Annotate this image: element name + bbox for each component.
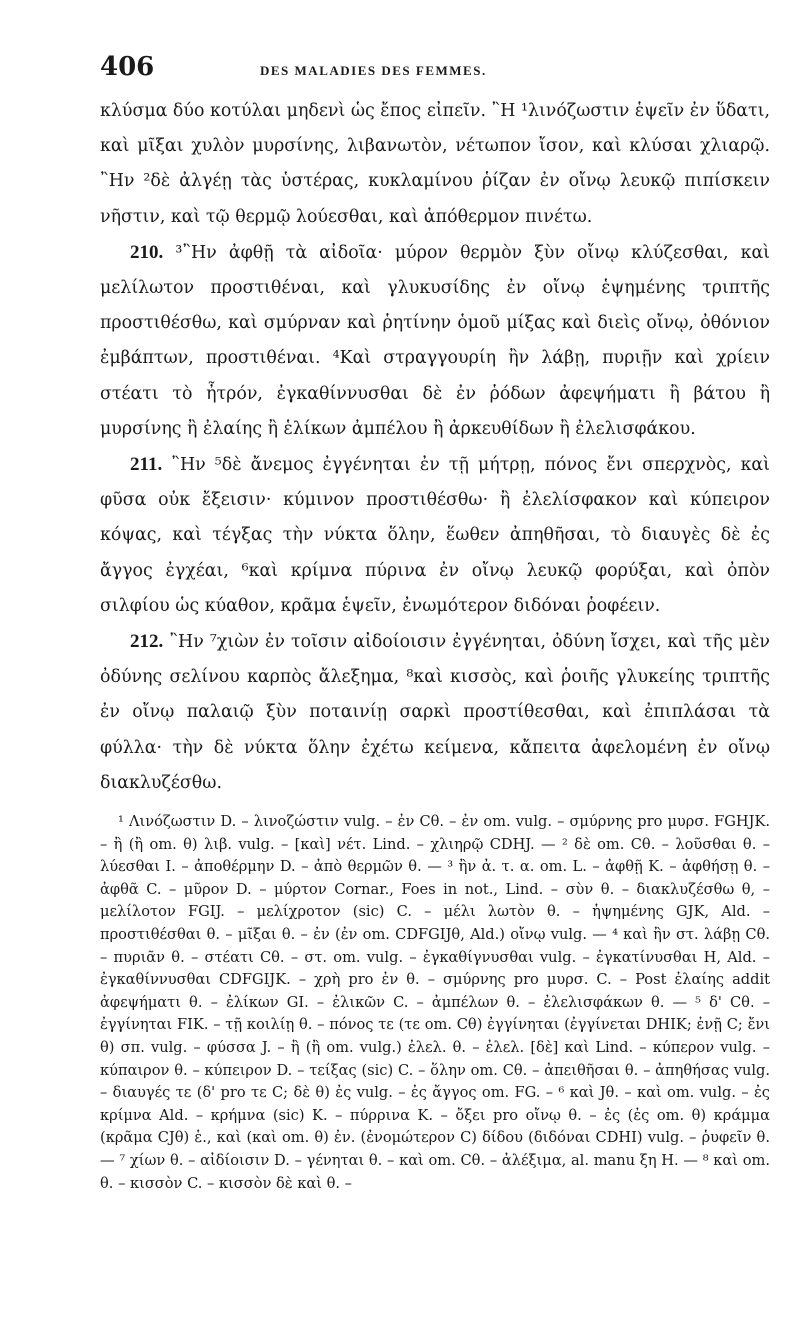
chapter-211 xyxy=(100,447,770,624)
chapter-210 xyxy=(100,235,770,447)
chapter-number: 212. xyxy=(130,631,164,653)
paragraph-text: ³῍Ην ἀφθῇ τὰ αἰδοῖα· μύρον θερμὸν ξὺν οἴνῳ κλύζεσθαι, καὶ μελίλωτον προστιθέναι, καὶ γλυκυσίδης ἐν οἴνῳ ἑψημένης τριπτῆς προστιθέσθω, καὶ σμύρναν καὶ ῥητίνην ὁμοῦ μίξας καὶ διεὶς οἴνῳ, ὀθόνιον ἐμβάπτων, προστιθέναι. ⁴Καὶ στραγγουρίη ἢν λάβῃ, πυριῇν καὶ χρίειν στέατι τὸ ἦτρόν, ἐγκαθίννυσθαι δὲ ἐν ῥόδων ἀφεψήματι ἢ βάτου ἢ μυρσίνης ἢ ἐλαίης ἢ ἑλίκων ἀμπέλου ἢ ἀρκευθίδων ἢ ἐλελισφάκου. xyxy=(100,242,771,439)
paragraph-text: ῍Ην ⁵δὲ ἄνεμος ἐγγένηται ἐν τῇ μήτρῃ, πόνος ἔνι σπερχνὸς, καὶ φῦσα οὐκ ἔξεισιν· κύμινον προστιθέσθω· ἢ ἐλελίσφακον καὶ κύπειρον κόψας, καὶ τέγξας τὴν νύκτα ὅλην, ἕωθεν ἀπηθῆσαι, τὸ διαυγὲς δὲ ἐς ἄγγος ἐγχέαι, ⁶καὶ κρίμνα πύρινα ἐν οἴνῳ λευκῷ φορύξαι, καὶ ὀπὸν σιλφίου ὡς κύαθον, κρᾶμα ἑψεῖν, ἐνωμότερον διδόναι ῥοφέειν. xyxy=(100,455,770,616)
paragraph xyxy=(100,94,770,235)
paragraph-text: ῍Ην ⁷χιὼν ἐν τοῖσιν αἰδοίοισιν ἐγγένηται, ὀδύνη ἴσχει, καὶ τῆς μὲν ὀδύνης σελίνου καρπὸς ἄλεξημα, ⁸καὶ κισσὸς, καὶ ῥοιῆς γλυκείης τριπτῆς ἐν οἴνῳ παλαιῷ ξὺν ποταινίῃ σαρκὶ προστίθεσθαι, καὶ ἐπιπλάσαι τὰ φύλλα· τὴν δὲ νύκτα ὅλην ἐχέτω κείμενα, κἄπειτα ἀφελομένη ἐν οἴνῳ διακλυζέσθω. xyxy=(100,632,771,793)
footnote-text: ¹ Λινόζωστιν D. – λινοζώστιν vulg. – ἐν Cθ. – ἐν om. vulg. – σμύρνης pro μυρσ. FGHJK. – ἢ (ἢ om. θ) λιβ. vulg. – [καὶ] νέτ. Lind. – χλιηρῷ CDHJ. — ² δὲ om. Cθ. – λοῦσθαι θ. – λύεσθαι I. – ἀποθέρμην D. – ἀπὸ θερμῶν θ. — ³ ἢν ἀ. τ. α. om. L. – ἀφθῇ K. – ἀφθήσῃ θ. – ἀφθᾶ C. – μῦρον D. – μύρτον Cornar., Foes in not., Lind. – σὺν θ. – διακλυζέσθω θ, – μελίλοτον FGIJ. – μελίχροτον (sic) C. – μέλι λωτὸν θ. – ἡψημένης GJK, Ald. – προστιθέσθαι θ. – μῖξαι θ. – ἐν (ἐν om. CDFGIJθ, Ald.) οἴνῳ vulg. — ⁴ καὶ ἢν στ. λάβῃ Cθ. – πυριᾶν θ. – στέατι Cθ. – στ. om. vulg. – ἐγκαθίγνυσθαι vulg. – ἐγκατίνυσθαι H, Ald. – ἐγκαθίννυσθαι CDFGIJK. – χρὴ pro ἐν θ. – σμύρνης pro μυρσ. C. – Post ἐλαίης addit ἀφεψήματι θ. – ἐλίκων GI. – ἐλικῶν C. – ἀμπέλων θ. – ἐλελισφάκων θ. — ⁵ δ' Cθ. – ἐγγίνηται FIK. – τῇ κοιλίῃ θ. – πόνος τε (τε om. Cθ) ἐγγίνηται (ἐγγίνεται DHIK; ἐνῇ C; ἔνι θ) σπ. vulg. – φύσσα J. – ἢ (ἢ om. vulg.) ἐλελ. θ. – ἐλελ. [δὲ] καὶ Lind. – κύπερον vulg. – κύπαιρον θ. – κύπειρον D. – τείξας (sic) C. – ὅλην om. Cθ. – ἀπειθῆσαι θ. – ἀπηθήσας vulg. – διαυγές τε (δ' pro τε C; δὲ θ) ἐς vulg. – ἐς ἄγγος om. FG. – ⁶ καὶ Jθ. – καὶ om. vulg. – ἐς κρίμνα Ald. – κρήμνα (sic) K. – πύρρινα K. – ὄξει pro οἴνῳ θ. – ἐς (ἐς om. θ) κράμμα (κρᾶμα CJθ) ἑ., καὶ (καὶ om. θ) ἐν. (ἐνομώτερον C) δίδου (διδόναι CDHI) vulg. – ῥυφεῖν θ. — ⁷ χίων θ. – αἰδίοισιν D. – γένηται θ. – καὶ om. Cθ. – ἀλέξιμα, al. manu ξη H. — ⁸ καὶ om. θ. – κισσὸν C. – κισσὸν δὲ καὶ θ. – xyxy=(100,813,770,1192)
page-header xyxy=(100,52,770,92)
chapter-number: 211. xyxy=(130,454,163,476)
running-title: DES MALADIES DES FEMMES. xyxy=(260,63,487,78)
chapter-number: 210. xyxy=(130,241,164,263)
main-text xyxy=(100,94,770,801)
footnotes xyxy=(100,811,770,1195)
page-number: 406 xyxy=(100,52,155,82)
paragraph-text: κλύσμα δύο κοτύλαι μηδενὶ ὡς ἔπος εἰπεῖν. ῍Η ¹λινόζωστιν ἑψεῖν ἐν ὕδατι, καὶ μῖξαι χυλὸν μυρσίνης, λιβανωτὸν, νέτωπον ἴσον, καὶ κλύσαι χλιαρῷ. ῍Ην ²δὲ ἀλγέῃ τὰς ὑστέρας, κυκλαμίνου ῥίζαν ἐν οἴνῳ λευκῷ πιπίσκειν νῆστιν, καὶ τῷ θερμῷ λούεσθαι, καὶ ἀπόθερμον πινέτω. xyxy=(100,101,770,227)
chapter-212 xyxy=(100,624,770,801)
